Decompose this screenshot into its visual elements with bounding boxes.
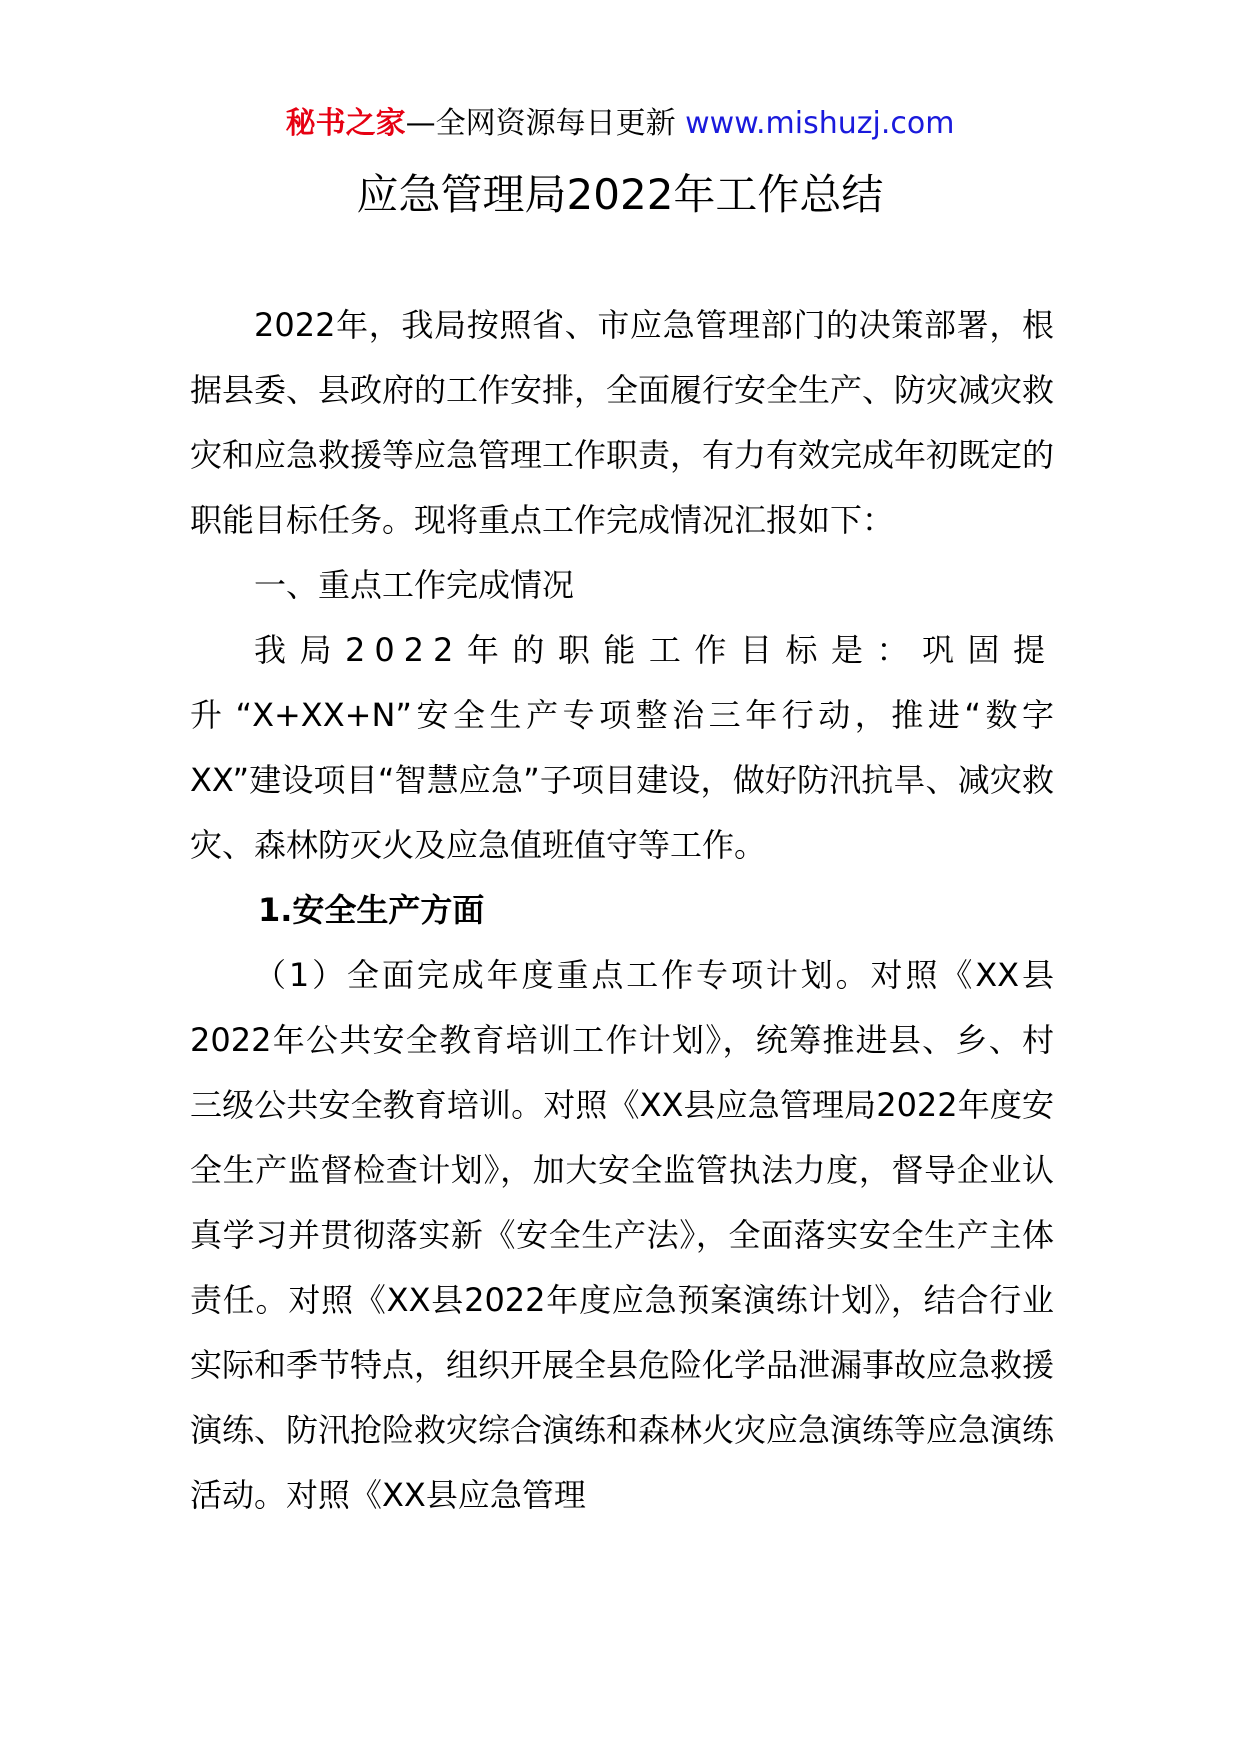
document-title: 应急管理局2022年工作总结 [356, 170, 884, 219]
intro-paragraph: 2022年，我局按照省、市应急管理部门的决策部署，根据县委、县政府的工作安排，全面履行安全生产、防灾减灾救灾和应急救援等应急管理工作职责，有力有效完成年初既定的职能目标任务。现将重点工作完成情况汇报如下： [190, 306, 1055, 539]
site-url-link[interactable]: www.mishuzj.com [685, 106, 955, 141]
goals-lead-text: 我局2022年的职能工作目标是：巩固提升 [190, 631, 1054, 734]
goals-paragraph [190, 618, 1054, 878]
site-banner [0, 100, 1240, 148]
document-body [190, 293, 1054, 1528]
subsection-heading: 1.安全生产方面 [258, 891, 485, 929]
banner-tagline: —全网资源每日更新 [405, 106, 676, 141]
goals-rest-text: “X+XX+N”安全生产专项整治三年行动，推进“数字XX”建设项目“智慧应急”子项目建设，做好防汛抗旱、减灾救灾、森林防灭火及应急值班值守等工作。 [190, 696, 1054, 864]
brand-name: 秘书之家 [285, 106, 406, 141]
section-heading: 一、重点工作完成情况 [254, 566, 575, 604]
item-paragraph: （1）全面完成年度重点工作专项计划。对照《XX县2022年公共安全教育培训工作计划》，统筹推进县、乡、村三级公共安全教育培训。对照《XX县应急管理局2022年度安全生产监督检查计划》，加大安全监管执法力度，督导企业认真学习并贯彻落实新《安全生产法》，全面落实安全生产主体责任。对照《XX县2022年度应急预案演练计划》，结合行业实际和季节特点，组织开展全县危险化学品泄漏事故应急救援演练、防汛抢险救灾综合演练和森林火灾应急演练等应急演练活动。对照《XX县应急管理 [190, 956, 1055, 1514]
